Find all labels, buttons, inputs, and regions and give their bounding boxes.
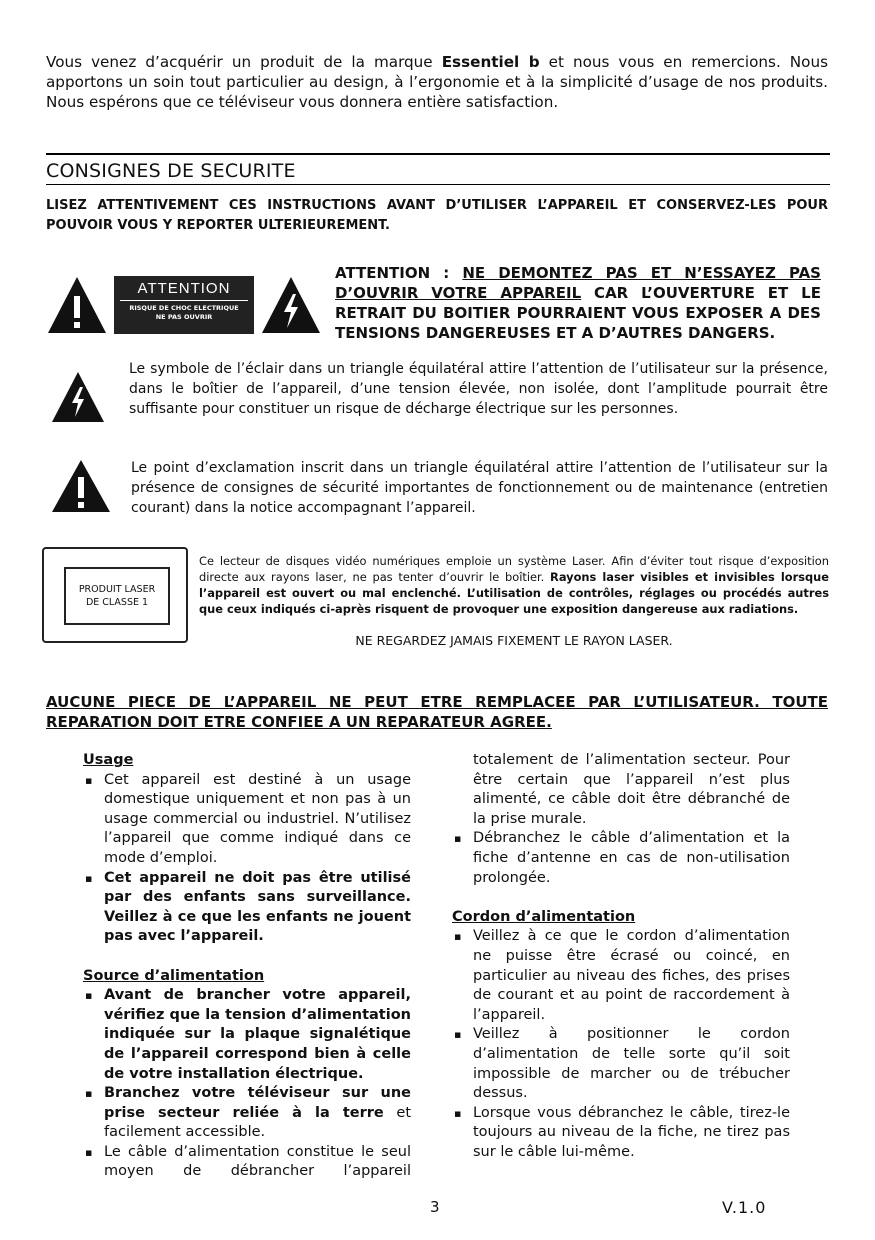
power-source-list-cont [452,829,790,888]
power-source-list [83,986,411,1182]
brand-name: Essentiel b [441,53,540,71]
power-source-heading: Source d’alimentation [83,967,265,984]
warning-icons [46,274,322,336]
laser-never-look: NE REGARDEZ JAMAIS FIXEMENT LE RAYON LASER. [355,633,673,648]
left-column [83,751,411,1182]
laser-text-bold: Rayons laser visibles et invisibles lorsque l’appareil est ouvert ou mal enclenché. L’utilisation de contrôles, réglages ou procédés autres que ceux indiqués ci-après risquent de provoquer une exposition dangereuse aux radiations. [199,570,830,616]
version-label: V.1.0 [722,1198,767,1217]
attention-label-line2: NE PAS OUVRIR [155,313,213,321]
no-user-serviceable-parts: AUCUNE PIECE DE L’APPAREIL NE PEUT ETRE REMPLACEE PAR L’UTILISATEUR. TOUTE REPARATION DOIT ETRE CONFIEE A UN REPARATEUR AGREE. [46,693,828,731]
power-cord-list [452,927,790,1162]
list-item: ▪ Veillez à positionner le cordon d’alimentation de telle sorte qu’il soit impossible de marcher ou de trébucher dessus. [452,1025,790,1103]
laser-text-normal: Ce lecteur de disques vidéo numériques emploie un système Laser. Afin d’éviter tout risque d’exposition directe aux rayons laser, ne pas tenter d’ouvrir le boîtier. [199,554,829,584]
laser-class-label [42,547,188,643]
intro-paragraph [46,52,828,112]
power-cord-heading: Cordon d’alimentation [452,908,636,925]
exclamation-triangle-icon [46,274,108,336]
page-number: 3 [430,1198,440,1216]
lightning-triangle-icon [50,370,106,424]
exclamation-triangle-icon [50,458,112,514]
list-item: ▪ Le câble d’alimentation constitue le seul moyen de débrancher l’appareil [83,1143,411,1182]
attention-label-sub [120,300,248,322]
list-item: ▪ Cet appareil ne doit pas être utilisé par des enfants sans surveillance. Veillez à ce que les enfants ne jouent pas avec l’appareil. [83,869,411,947]
right-column [452,751,790,1162]
read-instructions-notice: LISEZ ATTENTIVEMENT CES INSTRUCTIONS AVANT D’UTILISER L’APPAREIL ET CONSERVEZ-LES POUR POUVOIR VOUS Y REPORTER ULTERIEUREMENT. [46,198,828,233]
exclamation-explanation: Le point d’exclamation inscrit dans un triangle équilatéral attire l’attention de l’utilisateur sur la présence de consignes de sécurité importantes de fonctionnement ou de maintenance (entretien courant) dans la notice accompagnant l’appareil. [131,460,828,516]
attention-rest: CAR L’OUVERTURE ET LE RETRAIT DU BOITIER POURRAIENT VOUS EXPOSER A DES TENSIONS DANGEREUSES ET A D’AUTRES DANGERS. [335,284,821,342]
intro-text: Vous venez d’acquérir un produit de la marque [46,53,442,71]
list-item [83,1084,411,1143]
earthed-socket-bold: Branchez votre téléviseur sur une prise secteur reliée à la terre [104,1085,411,1121]
intro-text-cont: et nous vous en remercions. Nous apportons un soin tout particulier au design, à l’ergonomie et à la simplicité d’usage de nos produits. Nous espérons que ce téléviseur vous donnera entière satisfaction. [46,53,828,111]
list-item: ▪ Lorsque vous débranchez le câble, tirez-le toujours au niveau de la fiche, ne tirez pas sur le câble lui-même. [452,1104,790,1163]
list-item: ▪ Débranchez le câble d’alimentation et la fiche d’antenne en cas de non-utilisation prolongée. [452,829,790,888]
attention-underlined: NE DEMONTEZ PAS ET N’ESSAYEZ PAS D’OUVRIR VOTRE APPAREIL [335,264,821,302]
list-item: ▪ Veillez à ce que le cordon d’alimentation ne puisse être écrasé ou coincé, en particulier au niveau des fiches, des prises de courant et au point de raccordement à l’appareil. [452,927,790,1025]
attention-label [114,276,254,334]
lightning-explanation: Le symbole de l’éclair dans un triangle équilatéral attire l’attention de l’utilisateur sur la présence, dans le boîtier de l’appareil, d’une tension élevée, non isolée, dont l’amplitude pourrait être suffisante pour constituer un risque de décharge électrique sur les personnes. [129,361,828,417]
laser-warning-text [199,553,829,617]
attention-prefix: ATTENTION : [335,264,463,282]
usage-heading: Usage [83,752,134,768]
list-item: ▪ Avant de brancher votre appareil, vérifiez que la tension d’alimentation indiquée sur la plaque signalétique de l’appareil correspond bien à celle de votre installation électrique. [83,986,411,1084]
laser-label-inner [64,567,170,625]
list-item-continuation: totalement de l’alimentation secteur. Pour être certain que l’appareil n’est plus alimenté, ce câble doit être débranché de la prise murale. [473,752,790,827]
earthed-socket-rest: et facilement accessible. [104,1104,412,1141]
attention-label-line1: RISQUE DE CHOC ELECTRIQUE [129,304,239,312]
attention-warning [335,263,821,343]
usage-list [83,771,411,947]
section-title: CONSIGNES DE SECURITE [46,153,830,185]
laser-label-line1: PRODUIT LASER [78,584,156,595]
laser-label-line2: DE CLASSE 1 [85,597,149,608]
lightning-triangle-icon [260,274,322,336]
attention-label-title: ATTENTION [137,280,231,297]
list-item: ▪ Cet appareil est destiné à un usage domestique uniquement et non pas à un usage commercial ou industriel. N’utilisez l’appareil que comme indiqué dans ce mode d’emploi. [83,771,411,869]
